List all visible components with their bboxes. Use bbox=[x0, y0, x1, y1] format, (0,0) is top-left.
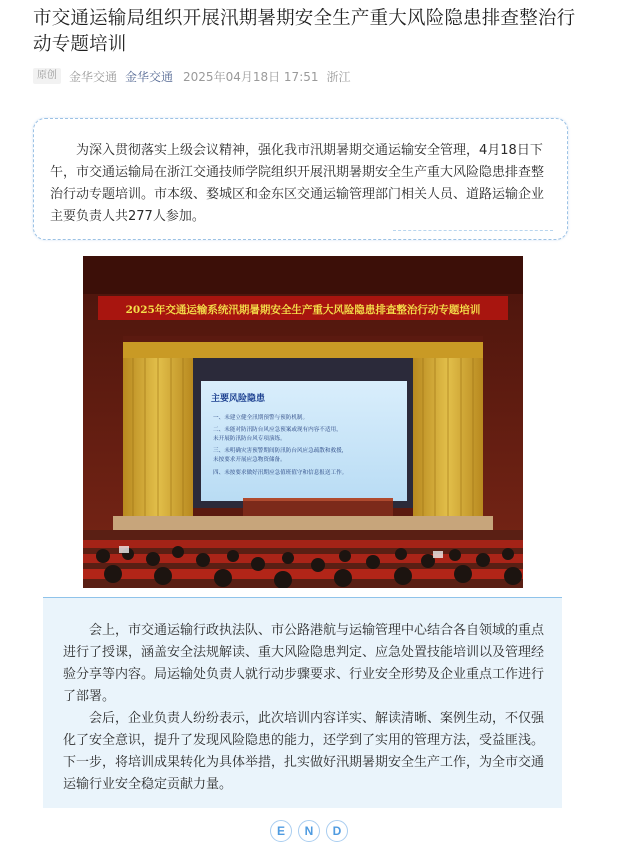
slide-line: 未按要求开展应急物资储备。 bbox=[213, 457, 286, 463]
intro-paragraph: 为深入贯彻落实上级会议精神，强化我市汛期暑期交通运输安全管理，4月18日下午，市交通运输局在浙江交通技师学院组织开展汛期暑期安全生产重大风险隐患排查整治行动专题培训。市本级、婺城区和金东区交通运输管理部门相关人员、道路运输企业主要负责人共277人参加。 bbox=[50, 143, 545, 224]
dashed-divider bbox=[393, 230, 553, 231]
publish-date: 2025年04月18日 17:51 bbox=[183, 69, 319, 84]
slide-line: 未开展防汛防台风专项演练。 bbox=[213, 436, 286, 442]
article-title: 市交通运输局组织开展汛期暑期安全生产重大风险隐患排查整治行动专题培训 bbox=[33, 8, 576, 55]
slide-line: 三、未明确灾害预警期间防汛防台风应急疏散和救援， bbox=[213, 448, 348, 454]
end-letter: E bbox=[270, 820, 292, 842]
account-link[interactable]: 金华交通 bbox=[125, 69, 174, 84]
end-marker bbox=[0, 820, 618, 842]
original-badge: 原创 bbox=[33, 68, 61, 84]
slide-line: 一、未建立健全汛期预警与预防机制。 bbox=[213, 415, 309, 421]
slide-line: 四、未按要求做好汛期应急值班值守和信息报送工作。 bbox=[213, 470, 348, 476]
end-letter: D bbox=[326, 820, 348, 842]
training-photo bbox=[83, 256, 523, 588]
body-paragraph-1: 会上，市交通运输行政执法队、市公路港航与运输管理中心结合各自领域的重点进行了授课，涵盖安全法规解读、重大风险隐患判定、应急处置技能培训以及管理经验分享等内容。局运输处负责人就行动步骤要求、行业安全形势及企业重点工作进行了部署。 bbox=[63, 623, 545, 704]
summary-box bbox=[43, 597, 562, 808]
slide-title: 主要风险隐患 bbox=[211, 394, 266, 404]
body-paragraph-2: 会后，企业负责人纷纷表示，此次培训内容详实、解读清晰、案例生动，不仅强化了安全意识，提升了发现风险隐患的能力，还学到了实用的管理方法，受益匪浅。下一步，将培训成果转化为具体举措，扎实做好汛期暑期安全生产工作，为全市交通运输行业安全稳定贡献力量。 bbox=[63, 711, 545, 792]
publish-location: 浙江 bbox=[326, 69, 351, 84]
banner-text: 2025年交通运输系统汛期暑期安全生产重大风险隐患排查整治行动专题培训 bbox=[125, 304, 481, 316]
end-letter: N bbox=[298, 820, 320, 842]
training-photo-image bbox=[83, 256, 523, 588]
slide-line: 二、未能对防汛防台风应急预案或现有内容不适用， bbox=[213, 427, 342, 433]
article-meta bbox=[33, 67, 351, 85]
author-name: 金华交通 bbox=[69, 69, 118, 84]
